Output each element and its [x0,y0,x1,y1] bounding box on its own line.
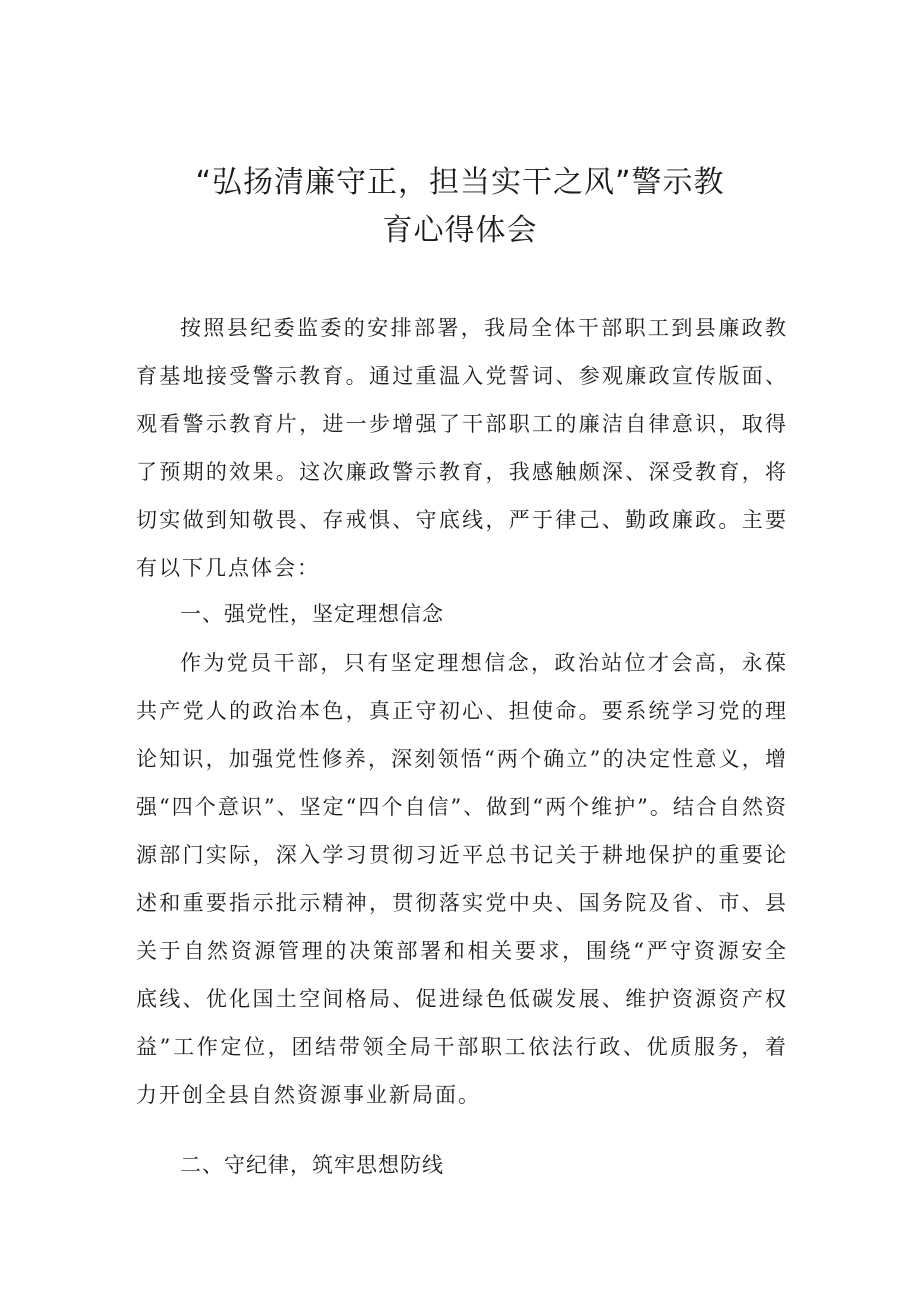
document-title-line-1: “弘扬清廉守正，担当实干之风”警示教 [195,165,725,200]
intro-paragraph: 按照县纪委监委的安排部署，我局全体干部职工到县廉政教育基地接受警示教育。通过重温入党誓词、参观廉政宣传版面、观看警示教育片，进一步增强了干部职工的廉洁自律意识，取得了预期的效果。这次廉政警示教育，我感触颇深、深受教育，将切实做到知敬畏、存戒惧、守底线，严于律己、勤政廉政。主要有以下几点体会： [136,316,788,580]
section-1-heading: 一、强党性，坚定理想信念 [180,602,444,626]
section-1-paragraph: 作为党员干部，只有坚定理想信念，政治站位才会高，永葆共产党人的政治本色，真正守初心、担使命。要系统学习党的理论知识，加强党性修养，深刻领悟“两个确立”的决定性意义，增强“四个意识”、坚定“四个自信”、做到“两个维护”。结合自然资源部门实际，深入学习贯彻习近平总书记关于耕地保护的重要论述和重要指示批示精神，贯彻落实党中央、国务院及省、市、县关于自然资源管理的决策部署和相关要求，围绕“严守资源安全底线、优化国土空间格局、促进绿色低碳发展、维护资源资产权益”工作定位，团结带领全局干部职工依法行政、优质服务，着力开创全县自然资源事业新局面。 [136,651,788,1107]
section-2-heading: 二、守纪律，筑牢思想防线 [180,1153,444,1177]
document-title-line-2: 育心得体会 [382,213,538,248]
